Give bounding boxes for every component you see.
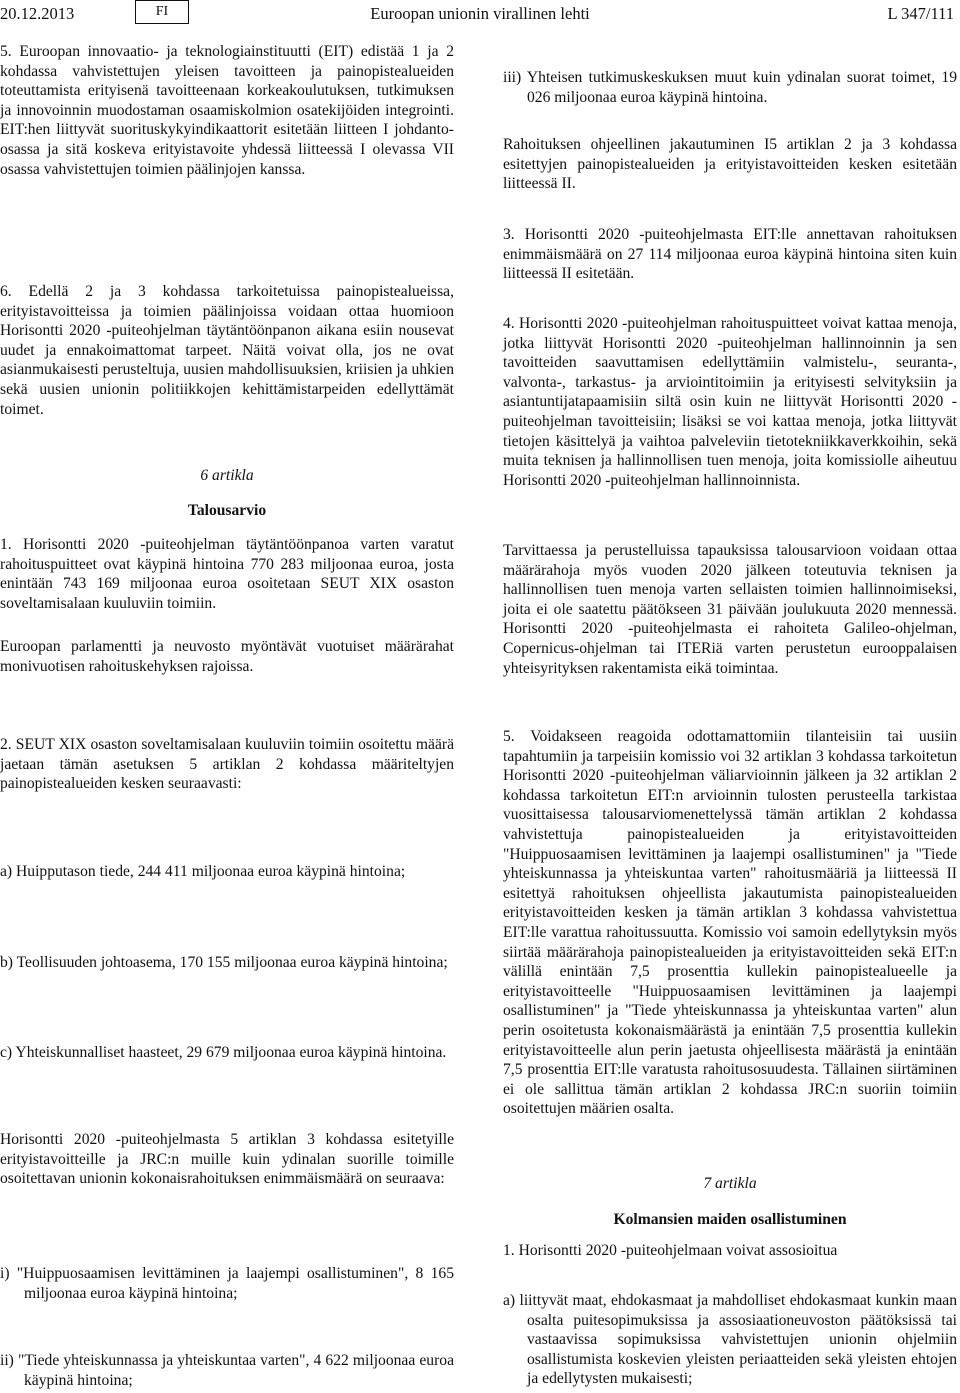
left-column	[0, 0, 454, 1393]
paragraph-3: 3. Horisontti 2020 -puiteohjelmasta EIT:lle annettavan rahoituksen enimmäismäärä on 27 114 miljoonaa euroa käypinä hintoina siten kuin liitteessä II esitetään.	[503, 226, 957, 283]
article-7-title: Kolmansien maiden osallistuminen	[613, 1211, 847, 1228]
language-badge: FI	[135, 0, 189, 24]
article-6-paragraph-1b: Euroopan parlamentti ja neuvosto myöntävät vuotuiset määrärahat monivuotisen rahoituskehyksen rajoissa.	[0, 638, 454, 675]
paragraph-6: 6. Edellä 2 ja 3 kohdassa tarkoitetuissa painopistealueissa, erityistavoitteissa ja toimien päälinjoissa voidaan ottaa huomioon Horisontti 2020 -puiteohjelman täytäntöönpanon aikana esiin nousevat uudet ja ennakoimattomat tarpeet. Näitä voivat olla, jos ne ovat asianmukaisesti perusteltuja, uusien mahdollisuuksien, kriisien ja uhkien sekä uusien unionin politiikkojen kehittämistarpeiden edellyttämät toimet.	[0, 283, 454, 418]
article-6-paragraph-2b: Horisontti 2020 -puiteohjelmasta 5 artiklan 3 kohdassa esitetyille erityistavoitteille ja JRC:n muille kuin ydinalan suorille toimille osoitettavan unionin kokonaisrahoituksen enimmäismäärä on seuraava:	[0, 1131, 454, 1188]
article-7-paragraph-1: 1. Horisontti 2020 -puiteohjelmaan voivat assosioitua	[503, 1242, 838, 1259]
list-item-b: b) Teollisuuden johtoasema, 170 155 miljoonaa euroa käypinä hintoina;	[0, 954, 448, 971]
article-6-number: 6 artikla	[200, 467, 254, 484]
list-item-iii: iii) Yhteisen tutkimuskeskuksen muut kuin ydinalan suorat toimet, 19 026 miljoonaa euroa käypinä hintoina.	[503, 69, 957, 106]
paragraph-4b: Tarvittaessa ja perustelluissa tapauksissa talousarvioon voidaan ottaa määrärahoja myös vuoden 2020 jälkeen toteutuvia teknisen ja hallinnollisen tuen menoja varten sellaisten toimien hallinnoimiseksi, joita ei ole saatettu päätökseen 31 päivään joulukuuta 2020 mennessä. Horisontti 2020 -puiteohjelmasta ei rahoiteta Galileo-ohjelman, Copernicus-ohjelman tai ITERiä varten perustetun eurooppalaisen yhteisyrityksen rakentamista eikä toimintaa.	[503, 542, 957, 677]
article-6-paragraph-2: 2. SEUT XIX osaston soveltamisalaan kuuluviin toimiin osoitettu määrä jaetaan tämän asetuksen 5 artiklan 2 kohdassa määriteltyjen painopistealueiden kesken seuraavasti:	[0, 736, 454, 793]
article-7-number: 7 artikla	[703, 1175, 757, 1192]
page-reference: L 347/111	[887, 4, 954, 23]
list-item-c: c) Yhteiskunnalliset haasteet, 29 679 miljoonaa euroa käypinä hintoina.	[0, 1044, 447, 1061]
journal-title: Euroopan unionin virallinen lehti	[370, 4, 590, 23]
right-paragraph-1: Rahoituksen ohjeellinen jakautuminen I5 artiklan 2 ja 3 kohdassa esitettyjen painopistealueiden ja erityistavoitteiden kesken esitetään liitteessä II.	[503, 136, 957, 193]
list-item-i: i) "Huippuosaamisen levittäminen ja laajempi osallistuminen", 8 165 miljoonaa euroa käypinä hintoina;	[0, 1265, 454, 1302]
list-item-a: a) Huipputason tiede, 244 411 miljoonaa euroa käypinä hintoina;	[0, 863, 406, 880]
article-7-list-item-a: a) liittyvät maat, ehdokasmaat ja mahdolliset ehdokasmaat kunkin maan osalta puitesopimuksissa ja assosiaationeuvoston päätöksissä tai vastaavissa sopimuksissa vahvistettujen unionin ohjelmiin osallistumista koskevien yleisten periaatteiden sekä yleisten ehtojen ja edellytysten mukaisesti;	[503, 1292, 957, 1388]
article-6-paragraph-1: 1. Horisontti 2020 -puiteohjelman täytäntöönpanoa varten varatut rahoituspuitteet ovat käypinä hintoina 770 283 miljoonaa euroa, josta enintään 743 169 miljoonaa euroa osoitetaan SEUT XIX osaston soveltamisalaan kuuluviin toimiin.	[0, 536, 454, 612]
publication-date: 20.12.2013	[0, 4, 75, 23]
paragraph-5-right: 5. Voidakseen reagoida odottamattomiin tilanteisiin tai uusiin tapahtumiin ja tarpeisiin komissio voi 32 artiklan 3 kohdassa tarkoitetun Horisontti 2020 -puiteohjelman väliarvioinnin jälkeen ja 32 artiklan 2 kohdassa tarkoitetun EIT:n arvioinnin tulosten perusteella tarkistaa vuosittaisessa talousarviomenettelyssä tämän artiklan 2 kohdassa vahvistettuja painopistealueiden ja erityistavoitteiden "Huippuosaamisen levittäminen ja laajempi osallistuminen" ja "Tiede yhteiskunnassa ja yhteiskuntaa varten" rahoitusmääriä ja liitteessä II esitettyä rahoituksen ohjeellista jakautumista painopistealueiden erityistavoitteiden kesken ja tämän artiklan 3 kohdassa vahvistettua EIT:lle varattua rahoitussuutta. Komissio voi samoin edellytyksin myös siirtää määrärahoja painopistealueiden ja erityistavoitteiden sekä EIT:n välillä enintään 7,5 prosenttia kullekin painopistealueelle ja erityistavoitteelle "Huippuosaamisen levittäminen ja laajempi osallistuminen" ja "Tiede yhteiskunnassa ja yhteiskuntaa varten" alun perin osoitetusta kokonaismäärästä ja enintään 7,5 prosenttia kullekin erityistavoitteelle alun perin jaetusta ohjeellisesta määrästä ja enintään 7,5 prosenttia EIT:lle varatusta rahoitusosuudesta. Tällainen siirtäminen ei ole sallittua tämän artiklan 2 kohdassa JRC:n suoriin toimiin osoitettujen määrien osalta.	[503, 728, 957, 1118]
right-column	[503, 0, 957, 1393]
list-item-ii: ii) "Tiede yhteiskunnassa ja yhteiskuntaa varten", 4 622 miljoonaa euroa käypinä hintoina;	[0, 1352, 454, 1389]
paragraph-4: 4. Horisontti 2020 -puiteohjelman rahoituspuitteet voivat kattaa menoja, jotka liittyvät Horisontti 2020 -puiteohjelman hallinnoinnin ja sen tavoitteiden saavuttamisen edellyttämiin valmistelu-, seuranta-, valvonta-, tarkastus- ja arviointitoimiin ja erityisesti selvityksiin ja asiantuntijatapaamisiin siltä osin kuin ne liittyvät Horisontti 2020 -puiteohjelman tavoitteisiin; lisäksi se voi kattaa menoja, jotka liittyvät tietojen käsittelyä ja vaihtoa palveleviin tietotekniikkaverkkoihin, sekä muita teknisen ja hallinnollisen tuen menoja, joita komissiolle aiheutuu Horisontti 2020 -puiteohjelman hallinnoinnista.	[503, 315, 957, 489]
paragraph-5: 5. Euroopan innovaatio- ja teknologiainstituutti (EIT) edistää 1 ja 2 kohdassa vahvistettujen yleisen tavoitteen ja painopistealueiden toteuttamista erityisenä tavoitteenaan korkeakoulutuksen, tutkimuksen ja innovoinnin muodostaman osaamiskolmion osatekijöiden integrointi. EIT:hen liittyvät suorituskykyindikaattorit esitetään liitteen I johdanto-osassa ja sitä koskeva erityistavoite yhdessä liitteessä I olevassa VII osassa vahvistettujen toimien päälinjojen kanssa.	[0, 43, 454, 178]
article-6-title: Talousarvio	[187, 502, 267, 519]
